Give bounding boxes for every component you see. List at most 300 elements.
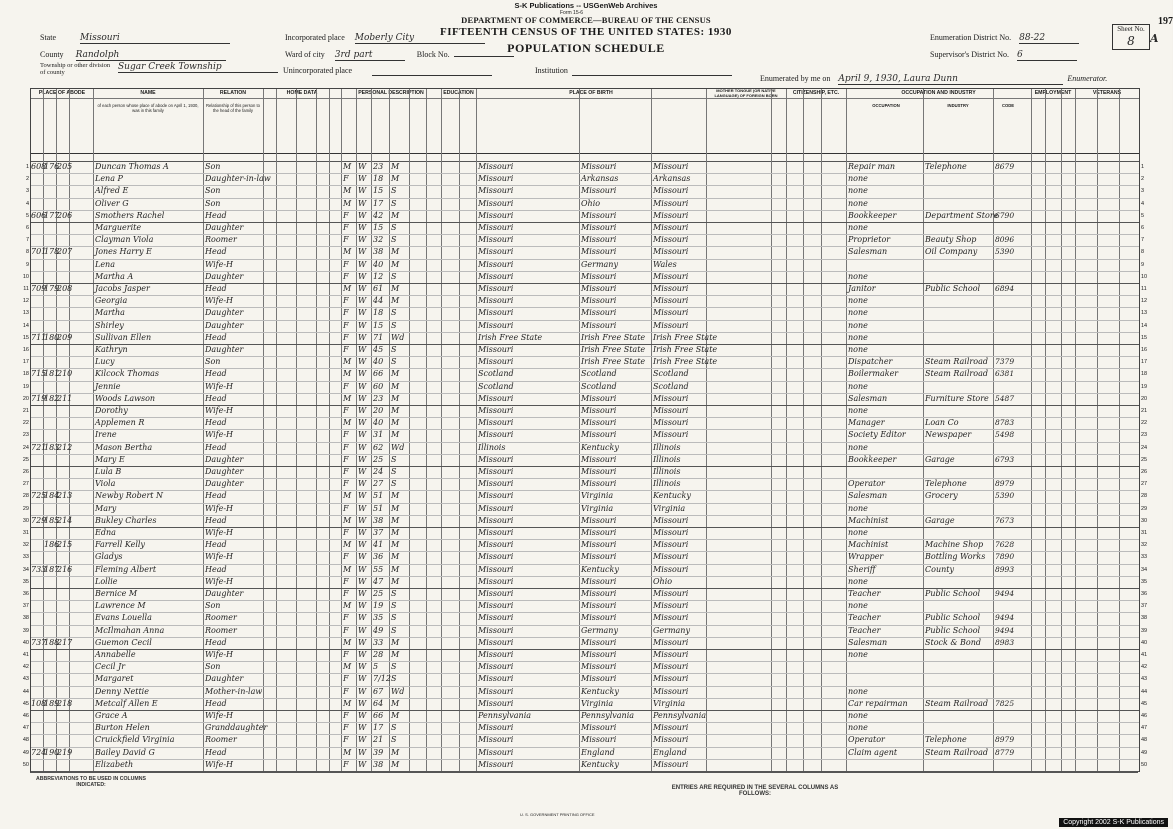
cell-industry: Grocery — [925, 491, 958, 501]
cell-sex: F — [343, 442, 349, 452]
cell-relation: Head — [205, 284, 227, 293]
cell-mother: Scotland — [653, 369, 689, 379]
cell-name: Lawrence M — [95, 601, 146, 611]
cell-marital: M — [391, 503, 400, 513]
table-row — [25, 185, 1145, 198]
cell-person: Missouri — [478, 162, 514, 171]
cell-sex: F — [343, 735, 349, 745]
cell-relation: Daughter — [205, 479, 244, 489]
cell-family: 190 — [44, 747, 60, 757]
cell-person: Missouri — [478, 601, 514, 611]
cell-race: W — [358, 210, 367, 220]
cell-father: Germany — [581, 259, 618, 269]
cell-occupation: Car repairman — [848, 698, 908, 708]
line-number-right: 23 — [1141, 432, 1148, 439]
cell-race: W — [358, 564, 367, 574]
cell-code: 5498 — [995, 430, 1015, 440]
cell-age: 38 — [373, 515, 384, 525]
table-row — [22, 393, 1148, 406]
cell-father: Missouri — [581, 540, 617, 550]
cell-industry: Steam Railroad — [925, 357, 988, 367]
cell-occupation: none — [848, 320, 868, 330]
line-number-right: 5 — [1141, 212, 1145, 219]
cell-name: Viola — [95, 479, 116, 489]
cell-occupation: none — [848, 332, 868, 342]
cell-marital: S — [391, 186, 397, 196]
line-number-right: 41 — [1141, 652, 1148, 658]
cell-mother: Missouri — [653, 186, 689, 196]
cell-father: Missouri — [581, 589, 617, 598]
cell-mother: Illinois — [653, 479, 681, 489]
table-body — [22, 161, 1148, 771]
cell-mother: Arkansas — [653, 174, 691, 184]
cell-code: 7673 — [995, 515, 1015, 525]
cell-marital: S — [391, 308, 397, 318]
township-label: Township or other division of county — [40, 62, 111, 76]
cell-marital: M — [391, 247, 400, 257]
cell-race: W — [358, 503, 367, 513]
group-personal-description: PERSONAL DESCRIPTION — [341, 89, 441, 99]
line-number: 15 — [22, 334, 29, 341]
table-header — [31, 89, 1139, 154]
cell-fam2: 207 — [57, 247, 73, 257]
cell-person: Missouri — [478, 345, 514, 354]
cell-race: W — [358, 308, 367, 318]
line-number: 23 — [22, 432, 29, 439]
cell-age: 60 — [373, 381, 384, 391]
line-number: 40 — [22, 639, 29, 646]
cell-race: W — [358, 491, 367, 501]
cell-mother: Missouri — [653, 515, 689, 525]
cell-father: Germany — [581, 625, 618, 635]
line-number-right: 28 — [1141, 493, 1148, 500]
table-row — [22, 295, 1148, 308]
cell-relation: Wife-H — [205, 528, 234, 537]
cell-name: Lena P — [95, 174, 123, 184]
cell-marital: M — [391, 552, 400, 562]
cell-race: W — [358, 650, 367, 659]
table-row — [22, 576, 1148, 589]
cell-fam2: 212 — [57, 442, 73, 452]
cell-code: 7890 — [995, 552, 1015, 562]
cell-father: Missouri — [581, 479, 617, 489]
cell-industry: Garage — [925, 515, 955, 525]
cell-mother: Missouri — [653, 235, 689, 245]
state-value: Missouri — [80, 33, 230, 44]
cell-name: Alfred E — [95, 186, 129, 196]
cell-sex: F — [343, 467, 349, 476]
cell-relation: Head — [205, 442, 227, 452]
cell-sex: M — [343, 698, 352, 708]
table-row — [22, 490, 1148, 503]
cell-father: Irish Free State — [581, 357, 646, 367]
cell-name: Mary E — [95, 454, 125, 464]
cell-sex: M — [343, 186, 352, 196]
cell-person: Scotland — [478, 369, 514, 379]
cell-name: Fleming Albert — [95, 564, 157, 574]
institution-label: Institution — [535, 66, 568, 75]
cell-name: Evans Louella — [95, 613, 152, 623]
cell-age: 24 — [373, 467, 384, 476]
cell-marital: S — [391, 467, 397, 476]
abbreviations-title: ABBREVIATIONS TO BE USED IN COLUMNS INDICATED: — [36, 776, 146, 788]
incorporated-value: Moberly City — [355, 33, 485, 44]
cell-code: 9494 — [995, 625, 1015, 635]
line-number-right: 19 — [1141, 383, 1148, 390]
sheet-number-box: Sheet No. 8 — [1112, 24, 1150, 50]
cell-mother: Irish Free State — [653, 357, 718, 367]
cell-dwelling: 701 — [31, 247, 47, 257]
cell-name: Dorothy — [95, 406, 128, 415]
cell-relation: Head — [205, 698, 227, 708]
cell-marital: S — [391, 454, 397, 464]
enumeration-district-field: Enumeration District No. 88-22 — [930, 27, 1079, 45]
cell-relation: Head — [205, 637, 227, 647]
cell-mother: Scotland — [653, 381, 689, 391]
cell-sex: F — [343, 650, 349, 659]
line-number-right: 44 — [1141, 688, 1148, 695]
cell-relation: Granddaughter — [205, 723, 268, 733]
cell-occupation: Boilermaker — [848, 369, 899, 379]
cell-race: W — [358, 698, 367, 708]
cell-person: Missouri — [478, 271, 514, 281]
subhead-occupation: OCCUPATION — [872, 103, 900, 108]
cell-father: Missouri — [581, 406, 617, 415]
cell-father: Missouri — [581, 308, 617, 318]
cell-dwelling: 737 — [31, 637, 47, 647]
cell-occupation: none — [848, 723, 868, 733]
cell-race: W — [358, 332, 367, 342]
cell-marital: M — [391, 174, 400, 184]
table-row — [25, 234, 1145, 247]
line-number: 3 — [25, 188, 29, 195]
cell-father: Missouri — [581, 235, 617, 245]
cell-occupation: none — [848, 271, 868, 281]
cell-sex: F — [343, 723, 349, 733]
cell-relation: Wife-H — [205, 711, 234, 720]
cell-family: 186 — [44, 540, 60, 550]
cell-person: Missouri — [478, 210, 514, 220]
cell-relation: Head — [205, 247, 227, 257]
line-number: 38 — [22, 615, 29, 622]
cell-person: Illinois — [478, 442, 506, 452]
cell-name: Mary — [95, 503, 117, 513]
cell-relation: Wife-H — [205, 406, 234, 415]
cell-mother: Missouri — [653, 552, 689, 562]
cell-father: Irish Free State — [581, 345, 646, 354]
table-row — [22, 564, 1148, 577]
table-row — [22, 368, 1148, 381]
cell-age: 37 — [373, 528, 384, 537]
cell-age: 42 — [373, 210, 384, 220]
cell-occupation: Sheriff — [848, 564, 876, 574]
cell-dwelling: 608 — [31, 162, 47, 171]
table-row — [25, 210, 1145, 223]
cell-marital: S — [391, 223, 397, 232]
cell-code: 9494 — [995, 613, 1015, 623]
cell-father: Kentucky — [581, 759, 619, 769]
cell-fam2: 205 — [57, 162, 73, 171]
cell-race: W — [358, 759, 367, 769]
cell-age: 15 — [373, 320, 384, 330]
cell-relation: Daughter — [205, 467, 244, 476]
table-row — [25, 246, 1145, 259]
cell-marital: M — [391, 747, 400, 757]
cell-age: 61 — [373, 284, 384, 293]
cell-father: Missouri — [581, 430, 617, 440]
cell-father: Missouri — [581, 162, 617, 171]
cell-sex: F — [343, 552, 349, 562]
line-number: 37 — [22, 603, 29, 610]
cell-mother: Irish Free State — [653, 345, 718, 354]
cell-occupation: none — [848, 174, 868, 184]
sheet-stamp: 197 — [1158, 16, 1173, 27]
cell-marital: M — [391, 381, 400, 391]
table-row — [22, 722, 1148, 735]
cell-occupation: Teacher — [848, 613, 881, 623]
cell-race: W — [358, 735, 367, 745]
cell-sex: F — [343, 406, 349, 415]
cell-race: W — [358, 613, 367, 623]
line-number: 11 — [23, 286, 29, 292]
table-row — [22, 759, 1148, 772]
line-number-right: 9 — [1141, 261, 1145, 268]
cell-relation: Daughter — [205, 320, 244, 330]
cell-person: Missouri — [478, 686, 514, 696]
cell-sex: F — [343, 174, 349, 184]
cell-race: W — [358, 284, 367, 293]
cell-sex: M — [343, 162, 352, 171]
cell-marital: S — [391, 479, 397, 489]
cell-age: 18 — [373, 308, 384, 318]
cell-person: Missouri — [478, 418, 514, 428]
cell-age: 17 — [373, 198, 384, 208]
cell-name: Oliver G — [95, 198, 129, 208]
cell-relation: Head — [205, 747, 227, 757]
line-number: 6 — [25, 225, 29, 231]
cell-age: 35 — [373, 613, 384, 623]
cell-race: W — [358, 198, 367, 208]
cell-sex: M — [343, 662, 352, 672]
cell-age: 44 — [373, 296, 384, 306]
cell-occupation: none — [848, 503, 868, 513]
line-number-right: 34 — [1141, 566, 1148, 573]
cell-industry: Oil Company — [925, 247, 978, 257]
cell-sex: F — [343, 235, 349, 245]
cell-person: Missouri — [478, 186, 514, 196]
group-mother-tongue: MOTHER TONGUE (OR NATIVE LANGUAGE) OF FOREIGN BORN — [706, 89, 786, 99]
table-row — [22, 332, 1148, 345]
cell-marital: M — [391, 284, 400, 293]
line-number: 45 — [22, 700, 29, 707]
cell-relation: Wife-H — [205, 576, 234, 586]
cell-name: Annabelle — [95, 650, 136, 659]
cell-marital: S — [391, 625, 397, 635]
cell-occupation: Dispatcher — [848, 357, 893, 367]
cell-race: W — [358, 418, 367, 428]
cell-person: Missouri — [478, 759, 514, 769]
cell-occupation: Manager — [848, 418, 885, 428]
cell-race: W — [358, 174, 367, 184]
cell-race: W — [358, 320, 367, 330]
cell-name: Gladys — [95, 552, 123, 562]
cell-occupation: none — [848, 576, 868, 586]
cell-father: Arkansas — [581, 174, 619, 184]
cell-mother: Missouri — [653, 589, 689, 598]
form-number: Form 15-6 — [560, 10, 584, 16]
cell-dwelling: 719 — [31, 393, 47, 403]
cell-sex: F — [343, 528, 349, 537]
cell-marital: M — [391, 564, 400, 574]
cell-sex: F — [343, 759, 349, 769]
cell-industry: Steam Railroad — [925, 369, 988, 379]
cell-sex: F — [343, 332, 349, 342]
cell-age: 12 — [373, 271, 384, 281]
cell-age: 21 — [373, 735, 384, 745]
cell-age: 66 — [373, 711, 384, 720]
cell-person: Missouri — [478, 235, 514, 245]
supervisor-district-field: Supervisor's District No. 6 — [930, 44, 1077, 62]
cell-name: Duncan Thomas A — [95, 162, 169, 171]
state-field: State Missouri — [40, 27, 230, 45]
ward-field: Ward of city 3rd part Block No. — [285, 44, 514, 62]
line-number: 17 — [22, 359, 29, 366]
cell-mother: Virginia — [653, 698, 686, 708]
cell-industry: Telephone — [925, 479, 967, 489]
cell-father: Missouri — [581, 613, 617, 623]
cell-father: Missouri — [581, 320, 617, 330]
sheet-number-value: 8 — [1127, 34, 1135, 48]
cell-relation: Head — [205, 515, 227, 525]
cell-dwelling: 729 — [31, 515, 47, 525]
entries-required-title: ENTRIES ARE REQUIRED IN THE SEVERAL COLUMNS AS FOLLOWS: — [671, 785, 839, 797]
group-veterans: VETERANS — [1075, 89, 1139, 99]
cell-father: Missouri — [581, 223, 617, 232]
cell-father: Missouri — [581, 296, 617, 306]
cell-father: Missouri — [581, 723, 617, 733]
cell-sex: M — [343, 747, 352, 757]
cell-industry: Telephone — [925, 735, 967, 745]
line-number-right: 30 — [1141, 517, 1148, 524]
cell-marital: M — [391, 515, 400, 525]
cell-relation: Head — [205, 491, 227, 501]
cell-relation: Wife-H — [205, 759, 234, 769]
cell-occupation: Operator — [848, 479, 885, 489]
cell-age: 51 — [373, 491, 384, 501]
cell-mother: Missouri — [653, 284, 689, 293]
cell-relation: Son — [205, 601, 221, 611]
table-row — [22, 271, 1148, 284]
cell-race: W — [358, 528, 367, 537]
cell-fam2: 211 — [57, 393, 73, 403]
line-number-right: 33 — [1141, 554, 1148, 561]
cell-mother: Pennsylvania — [653, 711, 707, 720]
line-number: 35 — [22, 578, 29, 585]
cell-name: Jennie — [95, 381, 121, 391]
cell-father: Irish Free State — [581, 332, 646, 342]
cell-mother: Missouri — [653, 662, 689, 672]
cell-person: Missouri — [478, 723, 514, 733]
cell-sex: M — [343, 393, 352, 403]
cell-marital: M — [391, 418, 400, 428]
cell-name: Lucy — [95, 357, 115, 367]
cell-marital: M — [391, 540, 400, 550]
enumeration-district-value: 88-22 — [1019, 33, 1079, 44]
cell-industry: Furniture Store — [925, 393, 989, 403]
cell-age: 33 — [373, 637, 384, 647]
cell-mother: Missouri — [653, 637, 689, 647]
cell-fam2: 209 — [57, 332, 73, 342]
cell-race: W — [358, 601, 367, 611]
ward-value: 3rd part — [335, 50, 405, 61]
cell-race: W — [358, 369, 367, 379]
cell-mother: Missouri — [653, 601, 689, 611]
table-row — [22, 612, 1148, 625]
table-row — [22, 673, 1148, 686]
cell-race: W — [358, 442, 367, 452]
cell-father: Missouri — [581, 467, 617, 476]
cell-age: 67 — [373, 686, 384, 696]
cell-mother: Missouri — [653, 406, 689, 415]
cell-code: 7825 — [995, 698, 1015, 708]
cell-fam2: 218 — [57, 698, 73, 708]
cell-race: W — [358, 589, 367, 598]
cell-marital: S — [391, 271, 397, 281]
cell-marital: S — [391, 662, 397, 672]
cell-age: 23 — [373, 162, 384, 171]
cell-age: 55 — [373, 564, 384, 574]
cell-fam2: 208 — [57, 284, 73, 293]
cell-name: Edna — [95, 528, 116, 537]
cell-relation: Wife-H — [205, 381, 234, 391]
cell-father: Missouri — [581, 210, 617, 220]
cell-mother: Illinois — [653, 442, 681, 452]
cell-dwelling: 709 — [31, 284, 47, 293]
cell-occupation: none — [848, 442, 868, 452]
line-number: 41 — [22, 652, 29, 658]
cell-mother: Illinois — [653, 454, 681, 464]
cell-father: Missouri — [581, 662, 617, 672]
cell-sex: F — [343, 320, 349, 330]
cell-mother: Missouri — [653, 759, 689, 769]
cell-industry: Public School — [925, 625, 981, 635]
cell-name: Grace A — [95, 711, 128, 720]
cell-sex: F — [343, 589, 349, 598]
table-row — [22, 442, 1148, 455]
line-number: 7 — [25, 237, 29, 244]
line-number-right: 26 — [1141, 469, 1148, 475]
line-number: 47 — [22, 725, 29, 732]
line-number: 16 — [22, 347, 29, 353]
cell-fam2: 213 — [57, 491, 73, 501]
cell-code: 8979 — [995, 479, 1015, 489]
group-citizenship: CITIZENSHIP, ETC. — [786, 89, 846, 99]
cell-relation: Head — [205, 564, 227, 574]
line-number-right: 16 — [1141, 347, 1148, 353]
group-relation: RELATION — [203, 89, 263, 99]
cell-person: Missouri — [478, 515, 514, 525]
line-number: 34 — [22, 566, 29, 573]
line-number-right: 20 — [1141, 395, 1148, 402]
cell-name: Guemon Cecil — [95, 637, 152, 647]
cell-industry: Bottling Works — [925, 552, 986, 562]
table-row — [22, 307, 1148, 320]
cell-age: 71 — [373, 332, 384, 342]
cell-marital: S — [391, 345, 397, 354]
line-number: 12 — [22, 298, 29, 305]
cell-race: W — [358, 454, 367, 464]
cell-name: Margaret — [95, 674, 134, 684]
